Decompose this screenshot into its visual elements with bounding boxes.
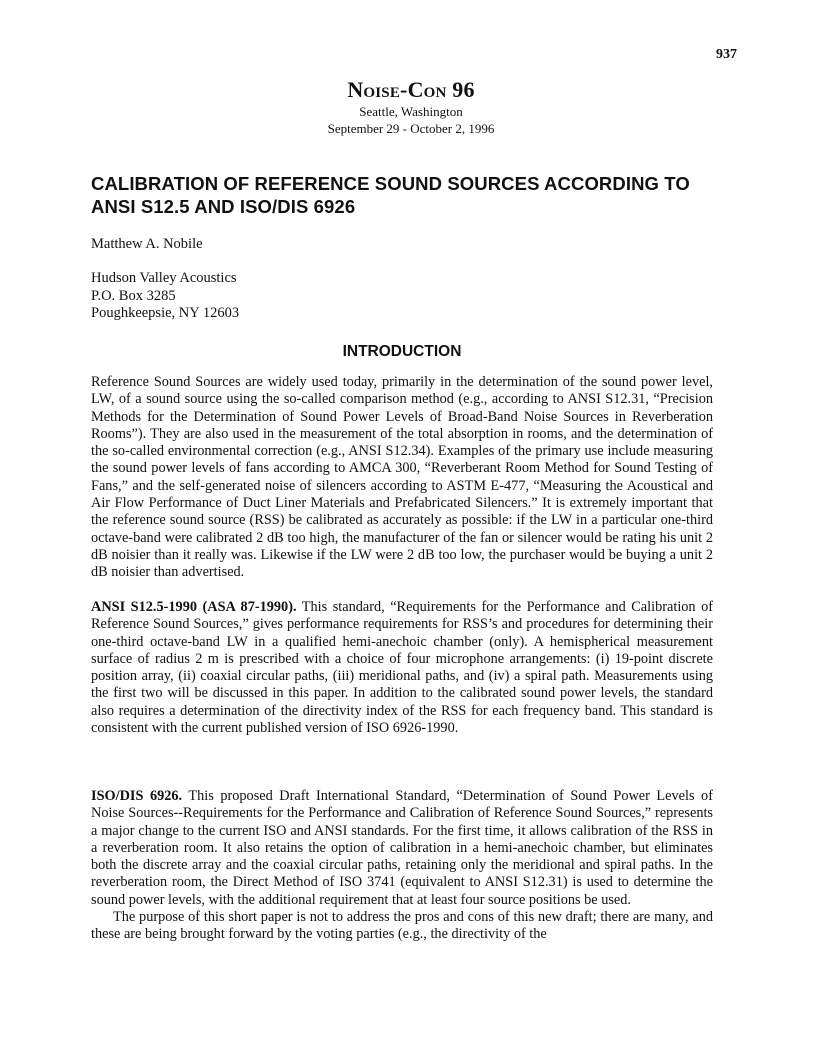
paragraph-intro (91, 374, 713, 582)
author-affiliation (91, 270, 239, 323)
paragraph-text: This proposed Draft International Standard, “Determination of Sound Power Levels of Noise Sources--Requirements for the Performance and Calibration of Reference Sound Sources,” represents a major change to the current ISO and ANSI standards. For the first time, it allows calibration of the RSS in a reverberation room. It also retains the option of calibration in a hemi-anechoic chamber, but eliminates both the discrete array and the coaxial circular paths, retaining only the meridional and spiral paths. In the reverberation room, the Direct Method of ISO 3741 (equivalent to ANSI S12.31) is used to determine the sound power levels, with the additional requirement that at least four source positions be used. (91, 788, 713, 908)
affiliation-line: Hudson Valley Acoustics (91, 270, 237, 286)
paragraph-ansi (91, 599, 713, 737)
conference-location: Seattle, Washington (359, 104, 463, 119)
conference-header (0, 77, 822, 137)
affiliation-line: Poughkeepsie, NY 12603 (91, 305, 240, 321)
affiliation-line: P.O. Box 3285 (91, 287, 176, 304)
paragraph-text: This standard, “Requirements for the Performance and Calibration of Reference Sound Sources,” gives performance requirements for RSS’s and procedures for determining their one-third octave-band LW in a qualified hemi-anechoic chamber (only). A hemispherical measurement surface of radius 2 m is prescribed with a choice of four microphone arrangements: (i) 19-point discrete position array, (ii) coaxial circular paths, (iii) meridional paths, and (iv) a spiral path. Measurements using the first two will be discussed in this paper. In addition to the calibrated sound power levels, the standard also requires a determination of the directivity index of the RSS for each frequency band. This standard is consistent with the current published version of ISO 6926-1990. (91, 599, 713, 737)
paragraph-lead: ANSI S12.5-1990 (ASA 87-1990). (91, 599, 297, 615)
paragraph-purpose (91, 909, 713, 944)
author-name: Matthew A. Nobile (91, 236, 203, 252)
paragraph-text: The purpose of this short paper is not to address the pros and cons of this new draft; there are many, and these are being brought forward by the voting parties (e.g., the directivity of the (91, 909, 713, 943)
section-heading: INTRODUCTION (342, 343, 462, 360)
paper-title: CALIBRATION OF REFERENCE SOUND SOURCES ACCORDING TO ANSI S12.5 AND ISO/DIS 6926 (91, 173, 690, 217)
paragraph-iso (91, 788, 713, 909)
conference-dates: September 29 - October 2, 1996 (327, 121, 495, 136)
paragraph-lead: ISO/DIS 6926. (91, 788, 183, 804)
paragraph-text: Reference Sound Sources are widely used today, primarily in the determination of the sound power level, LW, of a sound source using the so-called comparison method (e.g., according to ANSI S12.31, “Precision Methods for the Determination of Sound Power Levels of Broad-Band Noise Sources in Reverberation Rooms”). They are also used in the measurement of the total absorption in rooms, and the determination of the so-called environmental correction (e.g., ANSI S12.34). Examples of the primary use include measuring the sound power levels of fans according to AMCA 300, “Reverberant Room Method for Sound Testing of Fans,” and the self-generated noise of silencers according to ASTM E-477, “Measuring the Acoustical and Air Flow Performance of Duct Liner Materials and Prefabricated Silencers.” It is extremely important that the reference sound source (RSS) be calibrated as accurately as possible: if the LW in a particular one-third octave-band were calibrated 2 dB too high, the manufacturer of the fan or silencer would be rating his unit 2 dB noisier than it really was. Likewise if the LW were 2 dB too low, the purchaser would be buying a unit 2 dB noisier than advertised. (91, 374, 713, 581)
conference-name: Noise-Con 96 (347, 77, 475, 102)
page-number: 937 (716, 47, 737, 62)
